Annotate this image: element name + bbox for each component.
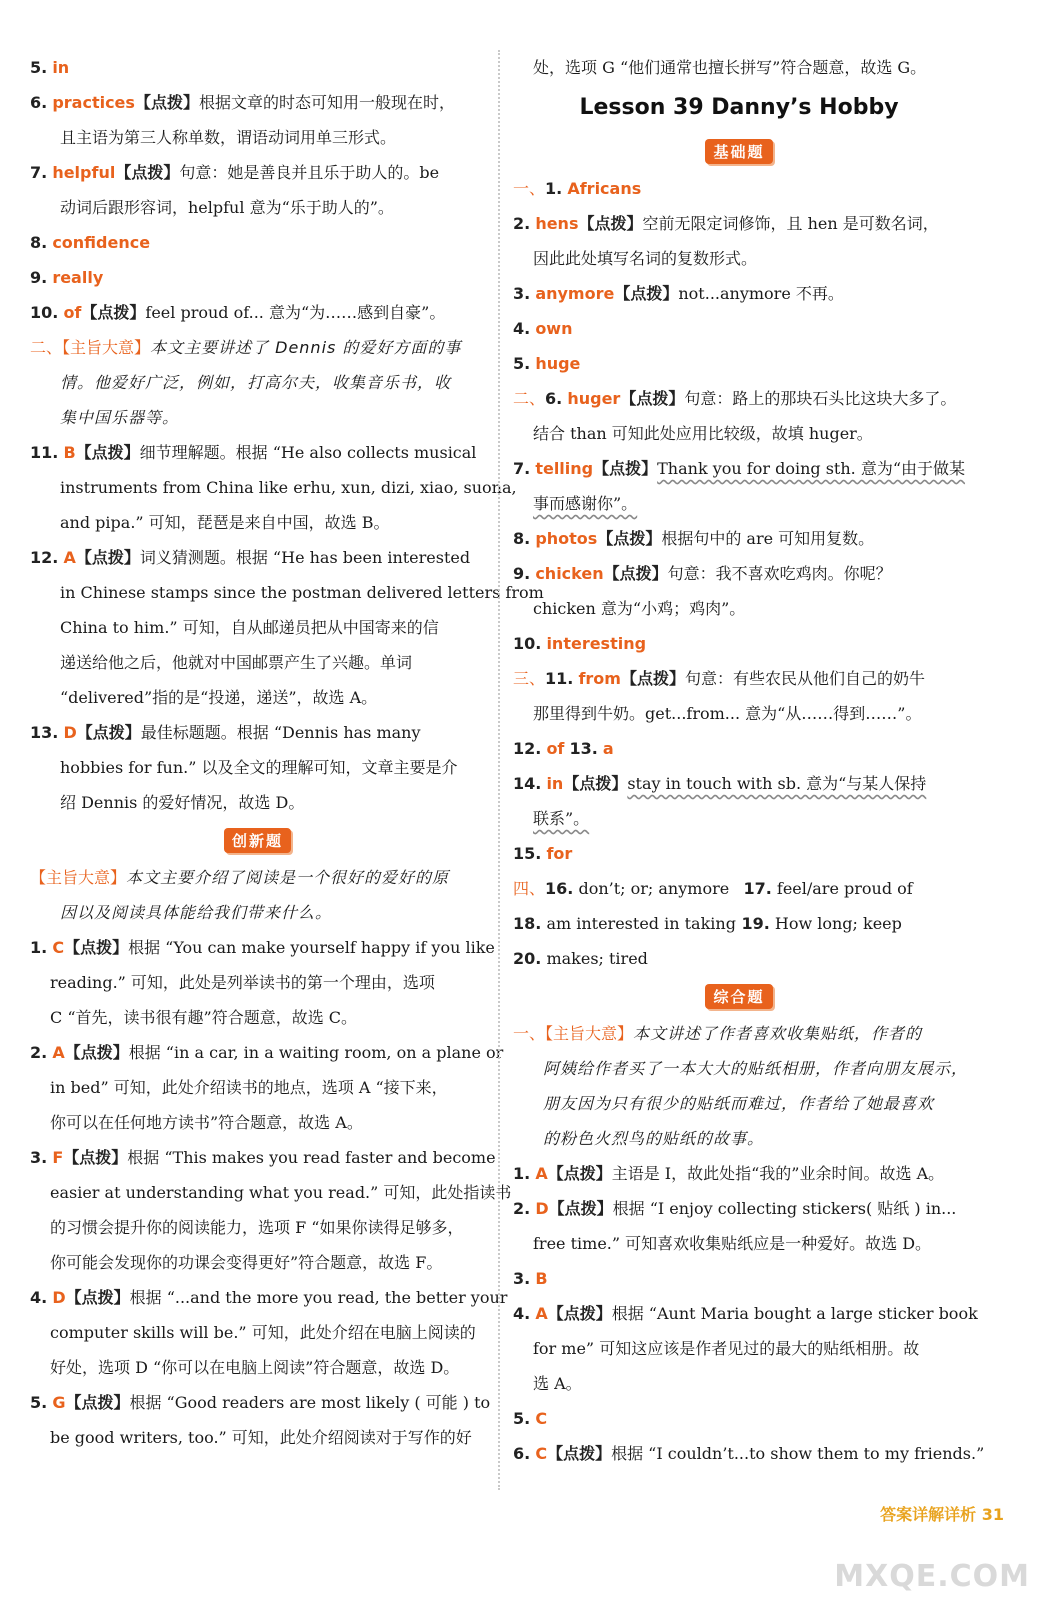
explanation-text: 细节理解题。根据 “He also collects musical bbox=[139, 443, 477, 462]
hint-tag: 【点拨】 bbox=[620, 389, 685, 408]
answer-item bbox=[30, 715, 485, 750]
explanation-line bbox=[30, 1245, 485, 1280]
explanation-text: 词义猜测题。根据 “He has been interested bbox=[139, 548, 471, 567]
answer-item bbox=[513, 661, 965, 696]
explanation-text: stay in touch with sb. 意为“与某人保持 bbox=[627, 774, 927, 793]
lesson-title: Lesson 39 Danny’s Hobby bbox=[579, 95, 899, 120]
answer-item bbox=[30, 1140, 496, 1175]
answer-text: of bbox=[63, 303, 82, 322]
explanation-line bbox=[513, 801, 965, 836]
summary-continuation bbox=[30, 895, 485, 930]
answer-item bbox=[513, 206, 965, 241]
answer-text: chicken bbox=[535, 564, 604, 583]
explanation-text: for me” 可知这应该是作者见过的最大的贴纸相册。故 bbox=[533, 1339, 920, 1358]
answer-text: A bbox=[52, 1043, 65, 1062]
summary-line bbox=[513, 1016, 965, 1051]
section-badge-wrap bbox=[513, 976, 965, 1016]
summary-continuation bbox=[30, 365, 485, 400]
answer-text: confidence bbox=[52, 233, 151, 252]
explanation-text: 根据句中的 are 可知用复数。 bbox=[661, 529, 875, 548]
answer-text: in bbox=[546, 774, 564, 793]
explanation-line bbox=[513, 696, 965, 731]
answer-item bbox=[513, 276, 965, 311]
answer-text: feel/are proud of bbox=[776, 879, 913, 898]
answer-text: of bbox=[546, 739, 565, 758]
section-marker: 一、 bbox=[513, 179, 546, 198]
item-number: 7. bbox=[513, 459, 531, 478]
answer-item bbox=[513, 311, 965, 346]
hint-tag: 【点拨】 bbox=[614, 284, 679, 303]
answer-text: A bbox=[535, 1304, 548, 1323]
explanation-text: 根据 “in a car, in a waiting room, on a plane or bbox=[128, 1043, 504, 1062]
item-number: 5. bbox=[30, 58, 48, 77]
watermark: MXQE.COM bbox=[834, 1559, 1030, 1594]
answer-item bbox=[30, 930, 495, 965]
answer-item bbox=[513, 626, 965, 661]
explanation-line bbox=[513, 591, 965, 626]
explanation-text: 事而感谢你”。 bbox=[533, 494, 638, 513]
explanation-text: 联系”。 bbox=[533, 809, 590, 828]
hint-tag: 【点拨】 bbox=[134, 93, 199, 112]
answer-text: don’t; or; anymore bbox=[578, 879, 730, 898]
explanation-line bbox=[513, 1366, 965, 1401]
answer-text: B bbox=[63, 443, 76, 462]
explanation-text: 动词后跟形容词，helpful 意为“乐于助人的”。 bbox=[60, 198, 394, 217]
explanation-text: computer skills will be.” 可知，此处介绍在电脑上阅读的 bbox=[50, 1323, 476, 1342]
explanation-line bbox=[30, 190, 485, 225]
answer-text: helpful bbox=[52, 163, 116, 182]
hint-tag: 【点拨】 bbox=[65, 1288, 130, 1307]
answer-text: D bbox=[535, 1199, 549, 1218]
answer-item bbox=[513, 171, 965, 206]
explanation-line bbox=[513, 241, 965, 276]
answer-text: A bbox=[535, 1164, 548, 1183]
answer-item bbox=[30, 1385, 491, 1420]
explanation-line bbox=[30, 645, 485, 680]
explanation-text: 根据文章的时态可知用一般现在时， bbox=[198, 93, 455, 112]
answer-item bbox=[30, 155, 485, 190]
explanation-text: 句意：她是善良并且乐于助人的。be bbox=[179, 163, 440, 182]
item-number: 9. bbox=[30, 268, 48, 287]
explanation-line bbox=[30, 470, 517, 505]
answer-item bbox=[513, 346, 965, 381]
explanation-text: 句意：有些农民从他们自己的奶牛 bbox=[684, 669, 925, 688]
explanation-text: feel proud of... 意为“为……感到自豪”。 bbox=[145, 303, 446, 322]
explanation-text: 句意：我不喜欢吃鸡肉。你呢？ bbox=[667, 564, 892, 583]
column-divider bbox=[498, 50, 500, 1490]
item-number: 11. bbox=[30, 443, 59, 462]
explanation-text: “delivered”指的是“投递，递送”，故选 A。 bbox=[60, 688, 378, 707]
explanation-text: hobbies for fun.” 以及全文的理解可知，文章主要是介 bbox=[60, 758, 458, 777]
answer-item bbox=[513, 1401, 965, 1436]
section-marker: 四、 bbox=[513, 879, 546, 898]
hint-tag: 【点拨】 bbox=[578, 214, 643, 233]
answer-text: D bbox=[63, 723, 77, 742]
summary-text: 集中国乐器等。 bbox=[60, 408, 180, 427]
answer-text: anymore bbox=[535, 284, 615, 303]
item-number: 2. bbox=[30, 1043, 48, 1062]
explanation-text: in Chinese stamps since the postman delivered letters from bbox=[60, 583, 544, 602]
explanation-text: 根据 “Aunt Maria bought a large sticker book bbox=[611, 1304, 978, 1323]
explanation-line bbox=[513, 1226, 965, 1261]
item-number: 13. bbox=[569, 739, 598, 758]
answer-text: from bbox=[578, 669, 621, 688]
summary-tag: 【主旨大意】 bbox=[545, 1024, 634, 1043]
answer-pair bbox=[513, 871, 965, 906]
explanation-text: 你可能会发现你的功课会变得更好”符合题意，故选 F。 bbox=[50, 1253, 443, 1272]
section-marker: 二、 bbox=[30, 338, 63, 357]
explanation-text: 绍 Dennis 的爱好情况，故选 D。 bbox=[60, 793, 305, 812]
answer-text: B bbox=[535, 1269, 548, 1288]
summary-text: 本文主要介绍了阅读是一个很好的爱好的原 bbox=[126, 868, 450, 887]
item-number: 1. bbox=[30, 938, 48, 957]
item-number: 9. bbox=[513, 564, 531, 583]
item-number: 19. bbox=[741, 914, 770, 933]
summary-tag: 【主旨大意】 bbox=[30, 868, 127, 887]
answer-text: telling bbox=[535, 459, 594, 478]
explanation-line bbox=[513, 50, 965, 85]
explanation-line bbox=[513, 486, 965, 521]
explanation-text: chicken 意为“小鸡；鸡肉”。 bbox=[533, 599, 746, 618]
explanation-text: 的习惯会提升你的阅读能力，选项 F “如果你读得足够多， bbox=[50, 1218, 464, 1237]
answer-text: interesting bbox=[546, 634, 647, 653]
hint-tag: 【点拨】 bbox=[547, 1304, 612, 1323]
right-column bbox=[513, 50, 985, 1471]
explanation-text: 主语是 I，故此处指“我的”业余时间。故选 A。 bbox=[611, 1164, 945, 1183]
explanation-line bbox=[30, 1105, 485, 1140]
summary-line bbox=[30, 860, 485, 895]
answer-item bbox=[30, 540, 485, 575]
answer-item bbox=[30, 435, 485, 470]
item-number: 4. bbox=[30, 1288, 48, 1307]
item-number: 14. bbox=[513, 774, 542, 793]
summary-text: 因以及阅读具体能给我们带来什么。 bbox=[60, 903, 333, 922]
item-number: 3. bbox=[513, 284, 531, 303]
answer-item bbox=[513, 556, 965, 591]
answer-text: D bbox=[52, 1288, 66, 1307]
item-number: 16. bbox=[545, 879, 574, 898]
page-number: 31 bbox=[981, 1505, 1004, 1524]
summary-text: 阿姨给作者买了一本大大的贴纸相册，作者向朋友展示， bbox=[543, 1059, 969, 1078]
item-number: 3. bbox=[30, 1148, 48, 1167]
summary-text: 情。他爱好广泛，例如，打高尔夫，收集音乐书，收 bbox=[60, 373, 452, 392]
explanation-text: 你可以在任何地方读书”符合题意，故选 A。 bbox=[50, 1113, 363, 1132]
answer-item bbox=[30, 50, 485, 85]
summary-text: 本文主要讲述了 Dennis 的爱好方面的事 bbox=[150, 338, 462, 357]
answer-text: makes; tired bbox=[546, 949, 648, 968]
answer-text: hens bbox=[535, 214, 579, 233]
answer-pair bbox=[513, 906, 965, 941]
answer-text: practices bbox=[52, 93, 135, 112]
section-badge: 基础题 bbox=[705, 139, 772, 164]
explanation-line bbox=[30, 1315, 485, 1350]
hint-tag: 【点拨】 bbox=[547, 1164, 612, 1183]
hint-tag: 【点拨】 bbox=[81, 303, 146, 322]
answer-item bbox=[513, 1156, 965, 1191]
explanation-text: 空前无限定词修饰，且 hen 是可数名词， bbox=[642, 214, 939, 233]
explanation-line bbox=[30, 1210, 485, 1245]
explanation-line bbox=[30, 750, 485, 785]
answer-item bbox=[513, 766, 965, 801]
explanation-text: and pipa.” 可知，琵琶是来自中国，故选 B。 bbox=[60, 513, 390, 532]
explanation-text: C “首先，读书很有趣”符合题意，故选 C。 bbox=[50, 1008, 358, 1027]
summary-continuation bbox=[513, 1086, 965, 1121]
item-number: 20. bbox=[513, 949, 542, 968]
item-number: 13. bbox=[30, 723, 59, 742]
answer-item bbox=[513, 451, 965, 486]
summary-text: 的粉色火烈鸟的贴纸的故事。 bbox=[543, 1129, 765, 1148]
explanation-text: 因此此处填写名词的复数形式。 bbox=[533, 249, 758, 268]
item-number: 5. bbox=[513, 354, 531, 373]
item-number: 11. bbox=[545, 669, 574, 688]
hint-tag: 【点拨】 bbox=[76, 723, 141, 742]
explanation-text: 根据 “I couldn’t...to show them to my friends.” bbox=[611, 1444, 985, 1463]
item-number: 8. bbox=[30, 233, 48, 252]
item-number: 1. bbox=[545, 179, 563, 198]
answer-text: How long; keep bbox=[774, 914, 902, 933]
item-number: 5. bbox=[30, 1393, 48, 1412]
answer-text: C bbox=[535, 1409, 548, 1428]
answer-pair bbox=[513, 941, 965, 976]
answer-pair bbox=[513, 731, 965, 766]
answer-item bbox=[30, 1280, 508, 1315]
answer-item bbox=[513, 381, 965, 416]
summary-tag: 【主旨大意】 bbox=[62, 338, 151, 357]
hint-tag: 【点拨】 bbox=[563, 774, 628, 793]
item-number: 6. bbox=[513, 1444, 531, 1463]
answer-text: am interested in taking bbox=[546, 914, 736, 933]
explanation-line bbox=[30, 1000, 485, 1035]
item-number: 3. bbox=[513, 1269, 531, 1288]
item-number: 6. bbox=[30, 93, 48, 112]
answer-item bbox=[30, 225, 485, 260]
answer-text: in bbox=[52, 58, 70, 77]
explanation-text: free time.” 可知喜欢收集贴纸应是一种爱好。故选 D。 bbox=[533, 1234, 932, 1253]
item-number: 5. bbox=[513, 1409, 531, 1428]
summary-continuation bbox=[513, 1051, 969, 1086]
answer-text: for bbox=[546, 844, 573, 863]
section-badge-wrap bbox=[30, 820, 485, 860]
explanation-line bbox=[30, 680, 485, 715]
answer-text: C bbox=[52, 938, 65, 957]
explanation-text: 根据 “This makes you read faster and become bbox=[127, 1148, 496, 1167]
item-number: 8. bbox=[513, 529, 531, 548]
explanation-text: 好处，选项 D “你可以在电脑上阅读”符合题意，故选 D。 bbox=[50, 1358, 460, 1377]
answer-text: Africans bbox=[567, 179, 642, 198]
explanation-text: 结合 than 可知此处应用比较级，故填 huger。 bbox=[533, 424, 873, 443]
item-number: 6. bbox=[545, 389, 563, 408]
explanation-text: 最佳标题题。根据 “Dennis has many bbox=[140, 723, 421, 742]
answer-item bbox=[513, 521, 965, 556]
hint-tag: 【点拨】 bbox=[593, 459, 658, 478]
answer-text: F bbox=[52, 1148, 64, 1167]
item-number: 12. bbox=[30, 548, 59, 567]
section-badge: 创新题 bbox=[224, 828, 291, 853]
item-number: 4. bbox=[513, 319, 531, 338]
explanation-line bbox=[513, 416, 965, 451]
explanation-line bbox=[30, 1420, 485, 1455]
answer-item bbox=[513, 1261, 965, 1296]
item-number: 15. bbox=[513, 844, 542, 863]
explanation-text: Thank you for doing sth. 意为“由于做某 bbox=[657, 459, 966, 478]
section-badge-wrap bbox=[513, 131, 965, 171]
explanation-line bbox=[30, 575, 544, 610]
item-number: 2. bbox=[513, 1199, 531, 1218]
hint-tag: 【点拨】 bbox=[547, 1444, 612, 1463]
section-marker: 三、 bbox=[513, 669, 546, 688]
explanation-text: easier at understanding what you read.” 可知，此处指读书 bbox=[50, 1183, 512, 1202]
answer-text: really bbox=[52, 268, 104, 287]
answer-item bbox=[513, 836, 965, 871]
explanation-text: in bed” 可知，此处介绍读书的地点，选项 A “接下来， bbox=[50, 1078, 448, 1097]
item-number: 10. bbox=[30, 303, 59, 322]
explanation-line bbox=[30, 1350, 485, 1385]
item-number: 18. bbox=[513, 914, 542, 933]
hint-tag: 【点拨】 bbox=[75, 548, 140, 567]
explanation-text: China to him.” 可知，自从邮递员把从中国寄来的信 bbox=[60, 618, 439, 637]
hint-tag: 【点拨】 bbox=[64, 1043, 129, 1062]
summary-line bbox=[30, 330, 485, 365]
explanation-text: 根据 “You can make yourself happy if you like bbox=[128, 938, 495, 957]
item-number: 17. bbox=[743, 879, 772, 898]
explanation-line bbox=[30, 965, 485, 1000]
explanation-text: 递送给他之后，他就对中国邮票产生了兴趣。单词 bbox=[60, 653, 413, 672]
hint-tag: 【点拨】 bbox=[597, 529, 662, 548]
answer-text: G bbox=[52, 1393, 66, 1412]
section-badge: 综合题 bbox=[705, 984, 772, 1009]
answer-text: huge bbox=[535, 354, 581, 373]
explanation-text: 根据 “...and the more you read, the better your bbox=[129, 1288, 508, 1307]
item-number: 12. bbox=[513, 739, 542, 758]
explanation-text: 句意：路上的那块石头比这块大多了。 bbox=[684, 389, 957, 408]
page-footer bbox=[880, 1500, 1004, 1530]
explanation-line bbox=[30, 1175, 512, 1210]
hint-tag: 【点拨】 bbox=[75, 443, 140, 462]
answer-text: a bbox=[602, 739, 614, 758]
hint-tag: 【点拨】 bbox=[65, 1393, 130, 1412]
explanation-line bbox=[30, 785, 485, 820]
answer-text: photos bbox=[535, 529, 598, 548]
answer-text: C bbox=[535, 1444, 548, 1463]
item-number: 7. bbox=[30, 163, 48, 182]
summary-text: 朋友因为只有很少的贴纸而难过，作者给了她最喜欢 bbox=[543, 1094, 935, 1113]
explanation-line bbox=[30, 120, 485, 155]
explanation-text: 处，选项 G “他们通常也擅长拼写”符合题意，故选 G。 bbox=[533, 58, 927, 77]
explanation-text: 选 A。 bbox=[533, 1374, 582, 1393]
explanation-text: not...anymore 不再。 bbox=[678, 284, 844, 303]
explanation-text: be good writers, too.” 可知，此处介绍阅读对于写作的好 bbox=[50, 1428, 472, 1447]
item-number: 1. bbox=[513, 1164, 531, 1183]
answer-item bbox=[513, 1296, 978, 1331]
explanation-text: reading.” 可知，此处是列举读书的第一个理由，选项 bbox=[50, 973, 435, 992]
answer-item bbox=[30, 1035, 504, 1070]
hint-tag: 【点拨】 bbox=[548, 1199, 613, 1218]
section-marker: 二、 bbox=[513, 389, 546, 408]
item-number: 2. bbox=[513, 214, 531, 233]
hint-tag: 【点拨】 bbox=[620, 669, 685, 688]
answer-item bbox=[30, 260, 485, 295]
explanation-line bbox=[30, 505, 485, 540]
explanation-text: instruments from China like erhu, xun, dizi, xiao, suona, bbox=[60, 478, 517, 497]
explanation-text: 那里得到牛奶。get...from... 意为“从……得到……”。 bbox=[533, 704, 922, 723]
summary-continuation bbox=[513, 1121, 965, 1156]
answer-item bbox=[513, 1191, 965, 1226]
answer-item bbox=[30, 295, 485, 330]
section-marker: 一、 bbox=[513, 1024, 546, 1043]
explanation-text: 根据 “I enjoy collecting stickers( 贴纸 ) in... bbox=[612, 1199, 957, 1218]
answer-item bbox=[513, 1436, 985, 1471]
item-number: 10. bbox=[513, 634, 542, 653]
hint-tag: 【点拨】 bbox=[63, 1148, 128, 1167]
answer-text: huger bbox=[567, 389, 621, 408]
item-number: 4. bbox=[513, 1304, 531, 1323]
hint-tag: 【点拨】 bbox=[115, 163, 180, 182]
summary-text: 本文讲述了作者喜欢收集贴纸，作者的 bbox=[633, 1024, 923, 1043]
answer-item bbox=[30, 85, 485, 120]
answer-text: A bbox=[63, 548, 76, 567]
footer-label: 答案详解详析 bbox=[880, 1505, 977, 1524]
answer-text: own bbox=[535, 319, 573, 338]
explanation-text: 根据 “Good readers are most likely ( 可能 ) to bbox=[129, 1393, 491, 1412]
explanation-line bbox=[30, 610, 485, 645]
explanation-text: 且主语为第三人称单数，谓语动词用单三形式。 bbox=[60, 128, 397, 147]
hint-tag: 【点拨】 bbox=[64, 938, 129, 957]
hint-tag: 【点拨】 bbox=[603, 564, 668, 583]
explanation-line bbox=[513, 1331, 965, 1366]
explanation-line bbox=[30, 1070, 485, 1105]
summary-continuation bbox=[30, 400, 485, 435]
